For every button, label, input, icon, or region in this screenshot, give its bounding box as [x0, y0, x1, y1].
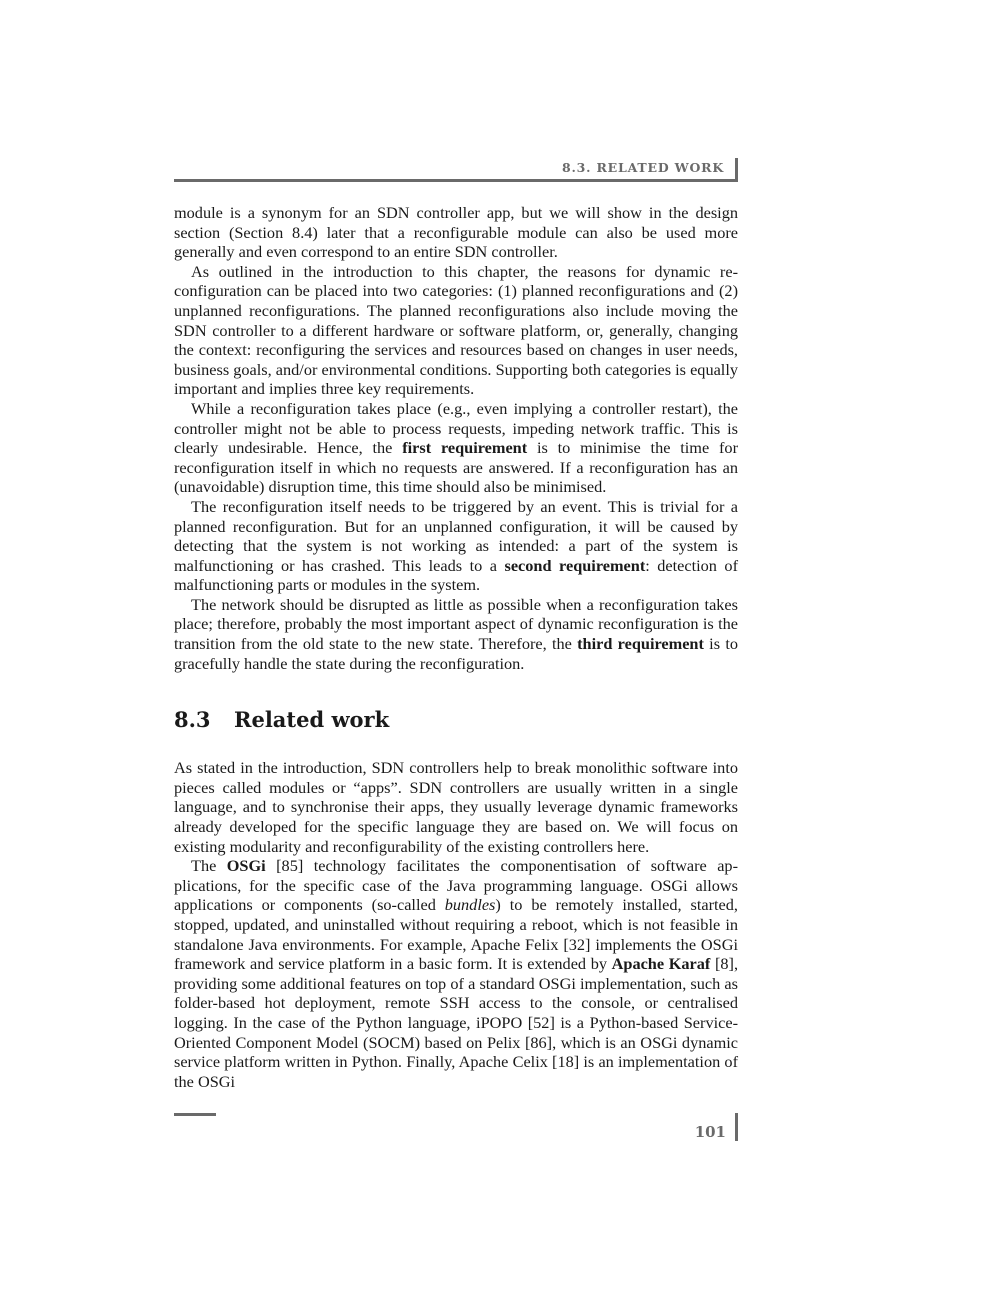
paragraph-5-text-c: is to gracefully handle the state during the reconfiguration.: [174, 634, 738, 673]
header-rule: [174, 179, 738, 182]
body-text: [174, 203, 738, 1091]
paragraph-1: module is a synonym for an SDN controller app, but we will show in the design section (Section 8.4) later that a reconfigurable module can also be used more generally and even correspond to an entire SDN controller.: [174, 203, 738, 262]
book-page: [174, 0, 738, 1294]
paragraph-7-text-c: [85] technology facilitates the componentisation of software applications, for the specific case of the Java programming language. OSGi allows applications or components (so-called: [174, 856, 738, 915]
section-number: 8.3: [174, 707, 211, 733]
paragraph-7-text-g: [8], providing some additional features on top of a standard OSGi implementation, such as folder-based hot deployment, remote SSH access to the console, or centralised logging. In the case of the Python language, iPOPO [52] is a Python-based Service-Oriented Component Model (SOCM) based on Pelix [86], which is an OSGi dynamic service platform written in Python. Finally, Apache Celix [18] is an implementation of the OSGi: [174, 954, 739, 1091]
paragraph-7-text-a: The: [191, 856, 227, 876]
paragraph-3: [174, 399, 738, 497]
running-head: 8.3. RELATED WORK: [562, 160, 724, 175]
third-requirement-term: third requirement: [577, 634, 704, 654]
second-requirement-term: second requirement: [504, 555, 646, 575]
paragraph-3-text-a: While a reconfiguration takes place (e.g., even implying a controller restart), the controller might not be able to process requests, impeding network traffic. This is clearly undesirable. Hence, the: [174, 398, 738, 458]
apache-karaf-term: Apache Karaf: [611, 954, 711, 974]
section-heading: [174, 707, 738, 733]
osgi-term: OSGi: [226, 856, 266, 876]
paragraph-5-text-a: The network should be disrupted as little as possible when a reconfiguration takes place; therefore, probably the most important aspect of dynamic reconfiguration is the transition from the old state to the new state. Therefore, the: [174, 594, 738, 654]
paragraph-6: As stated in the introduction, SDN controllers help to break monolithic software into pieces called modules or “apps”. SDN controllers are usually written in a single language, and to synchronise their apps, they usually leverage dynamic frameworks already developed for the specific language they are based on. We will focus on existing modularity and reconfigurability of the existing controllers here.: [174, 758, 738, 856]
section-title: Related work: [234, 707, 390, 733]
paragraph-4-text-a: The reconfiguration itself needs to be triggered by an event. This is trivial for a planned reconfiguration. But for an unplanned configuration, it will be caused by detecting that the system is not working as intended: a part of the system is malfunctioning or has crashed. This leads to a: [174, 496, 738, 575]
footer-corner-mark: [735, 1113, 738, 1141]
paragraph-4: [174, 497, 738, 595]
paragraph-7-text-e: ) to be remotely installed, started, stopped, updated, and uninstalled without requiring a reboot, which is not feasible in standalone Java environments. For example, Apache Felix [32] implements the OSGi framework and service platform in a basic form. It is extended by: [174, 895, 738, 974]
page-number: 101: [694, 1123, 726, 1141]
footer-rule: [174, 1113, 216, 1116]
bundles-term: bundles: [444, 895, 496, 915]
paragraph-2: As outlined in the introduction to this chapter, the reasons for dynamic reconfiguration can be placed into two categories: (1) planned reconfigurations and (2) unplanned reconfigurations. The planned reconfigurations also include moving the SDN controller to a different hardware or software platform, or, generally, changing the context: reconfiguring the services and resources based on changes in user needs, business goals, and/or environmental conditions. Supporting both categories is equally important and implies three key requirements.: [174, 261, 738, 399]
paragraph-7: [174, 856, 738, 1091]
first-requirement-term: first requirement: [402, 438, 528, 458]
paragraph-5: [174, 595, 738, 673]
paragraph-4-text-c: : detection of malfunctioning parts or modules in the system.: [174, 555, 738, 595]
paragraph-3-text-c: is to minimise the time for reconfiguration itself in which no requests are answered. If a reconfiguration has an (unavoidable) disruption time, this time should also be minimised.: [174, 438, 738, 497]
